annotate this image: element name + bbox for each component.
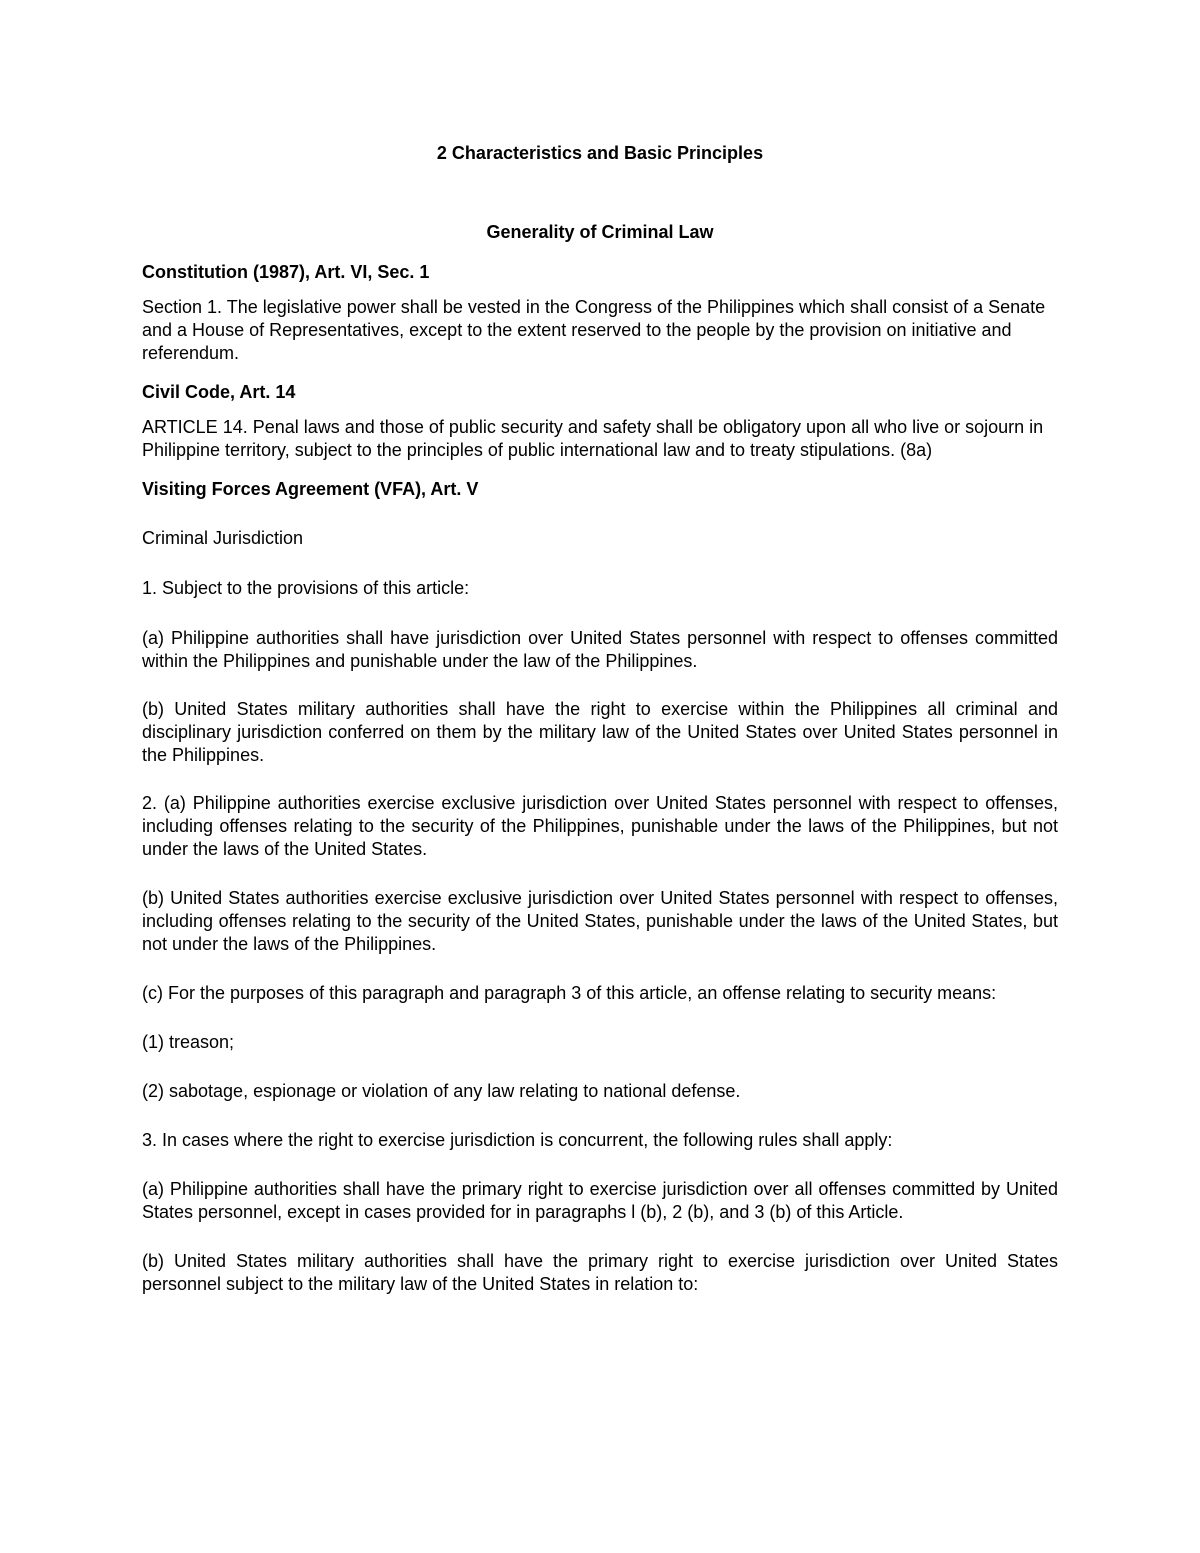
paragraph-3a: (a) Philippine authorities shall have the primary right to exercise jurisdiction over all offenses committed by United States personnel, except in cases provided for in paragraphs l (b), 2 (b), and 3 (b) of this Article. (142, 1179, 1058, 1222)
paragraph-2c-2: (2) sabotage, espionage or violation of any law relating to national defense. (142, 1081, 741, 1101)
heading-vfa: Visiting Forces Agreement (VFA), Art. V (142, 479, 479, 499)
document-title: 2 Characteristics and Basic Principles (436, 143, 764, 163)
paragraph-criminal-jurisdiction: Criminal Jurisdiction (142, 528, 304, 548)
paragraph-section-1: Section 1. The legislative power shall be vested in the Congress of the Philippines which shall consist of a Senate and a House of Representatives, except to the extent reserved to the people by the provision on initiative and referendum. (142, 297, 1046, 363)
paragraph-2a: 2. (a) Philippine authorities exercise exclusive jurisdiction over United States personnel with respect to offenses, including offenses relating to the security of the Philippines, punishable under the laws of the Philippines, but not under the laws of the United States. (142, 793, 1058, 859)
paragraph-1: 1. Subject to the provisions of this article: (142, 578, 470, 598)
paragraph-3b: (b) United States military authorities shall have the primary right to exercise jurisdiction over United States personnel subject to the military law of the United States in relation to: (142, 1251, 1058, 1294)
paragraph-3: 3. In cases where the right to exercise jurisdiction is concurrent, the following rules shall apply: (142, 1130, 893, 1150)
paragraph-2c-1: (1) treason; (142, 1032, 235, 1052)
heading-civil-code: Civil Code, Art. 14 (142, 382, 296, 402)
document-page (142, 140, 1058, 1296)
paragraph-1a: (a) Philippine authorities shall have jurisdiction over United States personnel with respect to offenses committed within the Philippines and punishable under the law of the Philippines. (142, 628, 1058, 671)
paragraph-article-14: ARTICLE 14. Penal laws and those of public security and safety shall be obligatory upon all who live or sojourn in Philippine territory, subject to the principles of public international law and to treaty stipulations. (8a) (142, 417, 1044, 460)
heading-constitution: Constitution (1987), Art. VI, Sec. 1 (142, 262, 430, 282)
paragraph-2b: (b) United States authorities exercise exclusive jurisdiction over United States personnel with respect to offenses, including offenses relating to the security of the United States, punishable under the laws of the United States, but not under the laws of the Philippines. (142, 888, 1058, 954)
paragraph-1b: (b) United States military authorities shall have the right to exercise within the Philippines all criminal and disciplinary jurisdiction conferred on them by the military law of the United States over United States personnel in the Philippines. (142, 699, 1058, 765)
section-subtitle: Generality of Criminal Law (486, 222, 714, 242)
paragraph-2c: (c) For the purposes of this paragraph and paragraph 3 of this article, an offense relating to security means: (142, 983, 997, 1003)
